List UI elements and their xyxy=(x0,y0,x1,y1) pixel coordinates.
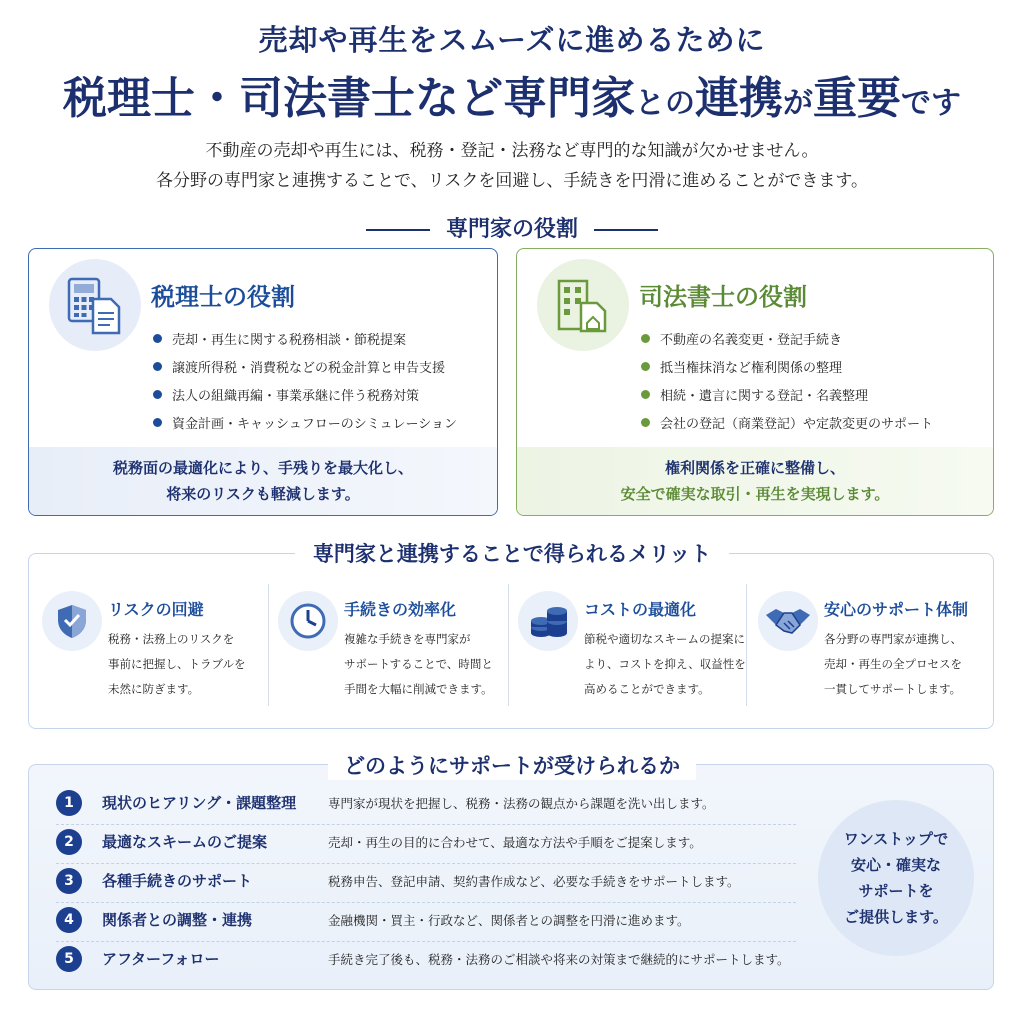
step-desc: 金融機関・買主・行政など、関係者との調整を円滑に進めます。 xyxy=(328,913,690,928)
law-card-title: 司法書士の役割 xyxy=(639,282,807,311)
tax-role-list xyxy=(153,327,457,439)
intro-text xyxy=(0,136,1024,196)
support-section-title xyxy=(0,750,1024,780)
headline-part: との xyxy=(635,86,695,121)
merit-text xyxy=(108,627,246,702)
list-item-text: 相続・遺言に関する登記・名義整理 xyxy=(660,389,869,404)
bullet-dot xyxy=(153,418,162,427)
merit-support xyxy=(750,585,986,709)
merit-line: 高めることができます。 xyxy=(584,682,710,696)
merit-title: リスクの回避 xyxy=(108,600,204,619)
bullet-dot xyxy=(641,334,650,343)
clock-icon xyxy=(278,591,338,651)
judicial-scrivener-card xyxy=(516,248,994,516)
roles-title-text: 専門家の役割 xyxy=(445,216,578,242)
onestop-line: ご提供します。 xyxy=(844,908,948,926)
step-title: 関係者との調整・連携 xyxy=(102,911,253,929)
merit-text xyxy=(584,627,746,702)
step-number: 3 xyxy=(56,868,82,894)
merit-line: 税務・法務上のリスクを xyxy=(108,632,235,646)
bullet-dot xyxy=(641,390,650,399)
onestop-text xyxy=(844,826,949,930)
bullet-dot xyxy=(641,362,650,371)
support-step xyxy=(56,786,796,825)
divider xyxy=(594,229,658,231)
summary-line: 安全で確実な取引・再生を実現します。 xyxy=(620,485,890,503)
merit-text xyxy=(344,627,493,702)
onestop-badge xyxy=(818,800,974,956)
roles-section-title xyxy=(0,212,1024,243)
headline-part: 重要 xyxy=(813,73,901,124)
headline-part: が xyxy=(783,86,813,121)
merits-title-text: 専門家と連携することで得られるメリット xyxy=(295,538,729,568)
step-number: 2 xyxy=(56,829,82,855)
onestop-line: サポートを xyxy=(858,882,934,900)
handshake-icon xyxy=(758,591,818,651)
merit-risk xyxy=(34,585,270,709)
merit-line: 一貫してサポートします。 xyxy=(824,682,962,696)
shield-icon xyxy=(42,591,102,651)
merit-divider xyxy=(508,584,509,706)
headline-part: 連携 xyxy=(695,73,783,124)
support-step xyxy=(56,903,796,942)
step-number: 5 xyxy=(56,946,82,972)
bullet-dot xyxy=(153,334,162,343)
list-item-text: 譲渡所得税・消費税などの税金計算と申告支援 xyxy=(172,361,446,376)
list-item xyxy=(153,411,457,439)
step-number: 1 xyxy=(56,790,82,816)
calculator-document-icon xyxy=(49,259,141,351)
summary-line: 将来のリスクも軽減します。 xyxy=(166,485,360,503)
intro-line: 各分野の専門家と連携することで、リスクを回避し、手続きを円滑に進めることができます。 xyxy=(156,171,868,191)
coins-icon xyxy=(518,591,578,651)
onestop-line: 安心・確実な xyxy=(850,856,941,874)
support-step xyxy=(56,864,796,903)
merit-line: 売却・再生の全プロセスを xyxy=(824,657,962,671)
list-item-text: 売却・再生に関する税務相談・節税提案 xyxy=(172,333,407,348)
headline-part: です xyxy=(901,86,961,121)
step-title: 各種手続きのサポート xyxy=(102,872,253,890)
onestop-line: ワンストップで xyxy=(843,830,949,848)
tax-card-summary xyxy=(29,447,497,515)
merit-title: 手続きの効率化 xyxy=(344,600,457,619)
bullet-dot xyxy=(153,390,162,399)
merit-divider xyxy=(268,584,269,706)
merit-cost xyxy=(510,585,746,709)
summary-line: 権利関係を正確に整備し、 xyxy=(664,459,845,477)
step-title: 最適なスキームのご提案 xyxy=(102,833,268,851)
building-document-icon xyxy=(537,259,629,351)
merit-line: 未然に防ぎます。 xyxy=(108,682,200,696)
support-step xyxy=(56,825,796,864)
merit-line: 手間を大幅に削減できます。 xyxy=(344,682,493,696)
list-item-text: 不動産の名義変更・登記手続き xyxy=(660,333,843,348)
merit-line: 節税や適切なスキームの提案に xyxy=(584,632,745,646)
list-item-text: 抵当権抹消など権利関係の整理 xyxy=(660,361,843,376)
summary-line: 税務面の最適化により、手残りを最大化し、 xyxy=(112,459,413,477)
step-title: アフターフォロー xyxy=(102,950,220,968)
support-step xyxy=(56,942,796,981)
step-desc: 税務申告、登記申請、契約書作成など、必要な手続きをサポートします。 xyxy=(328,874,740,889)
list-item xyxy=(641,355,933,383)
intro-line: 不動産の売却や再生には、税務・登記・法務など専門的な知識が欠かせません。 xyxy=(205,141,819,161)
list-item xyxy=(641,383,933,411)
list-item xyxy=(153,327,457,355)
bullet-dot xyxy=(641,418,650,427)
list-item xyxy=(641,411,933,439)
step-desc: 手続き完了後も、税務・法務のご相談や将来の対策まで継続的にサポートします。 xyxy=(328,952,790,967)
step-title: 現状のヒアリング・課題整理 xyxy=(102,794,297,812)
divider xyxy=(366,229,430,231)
merit-line: 複雑な手続きを専門家が xyxy=(344,632,471,646)
tax-accountant-card xyxy=(28,248,498,516)
merit-line: より、コストを抑え、収益性を xyxy=(584,657,746,671)
merit-divider xyxy=(746,584,747,706)
step-desc: 専門家が現状を把握し、税務・法務の観点から課題を洗い出します。 xyxy=(328,796,715,811)
merit-title: 安心のサポート体制 xyxy=(824,600,969,619)
law-role-list xyxy=(641,327,933,439)
merit-text xyxy=(824,627,962,702)
support-title-text: どのようにサポートが受けられるか xyxy=(328,750,696,780)
bullet-dot xyxy=(153,362,162,371)
list-item-text: 資金計画・キャッシュフローのシミュレーション xyxy=(172,417,457,432)
tax-card-title: 税理士の役割 xyxy=(151,282,295,311)
list-item-text: 会社の登記（商業登記）や定款変更のサポート xyxy=(660,417,934,432)
law-card-summary xyxy=(517,447,993,515)
list-item xyxy=(153,383,457,411)
step-number: 4 xyxy=(56,907,82,933)
merit-line: 各分野の専門家が連携し、 xyxy=(824,632,962,646)
headline-top: 売却や再生をスムーズに進めるために xyxy=(258,23,766,57)
merit-line: 事前に把握し、トラブルを xyxy=(108,657,246,671)
merit-efficiency xyxy=(270,585,506,709)
step-desc: 売却・再生の目的に合わせて、最適な方法や手順をご提案します。 xyxy=(328,835,702,850)
merit-line: サポートすることで、時間と xyxy=(344,657,493,671)
list-item xyxy=(641,327,933,355)
list-item xyxy=(153,355,457,383)
headline-main xyxy=(0,62,1024,126)
merit-title: コストの最適化 xyxy=(584,600,697,619)
headline-part: 税理士・司法書士など専門家 xyxy=(63,73,635,124)
merits-section-title xyxy=(0,538,1024,568)
list-item-text: 法人の組織再編・事業承継に伴う税務対策 xyxy=(172,389,420,404)
